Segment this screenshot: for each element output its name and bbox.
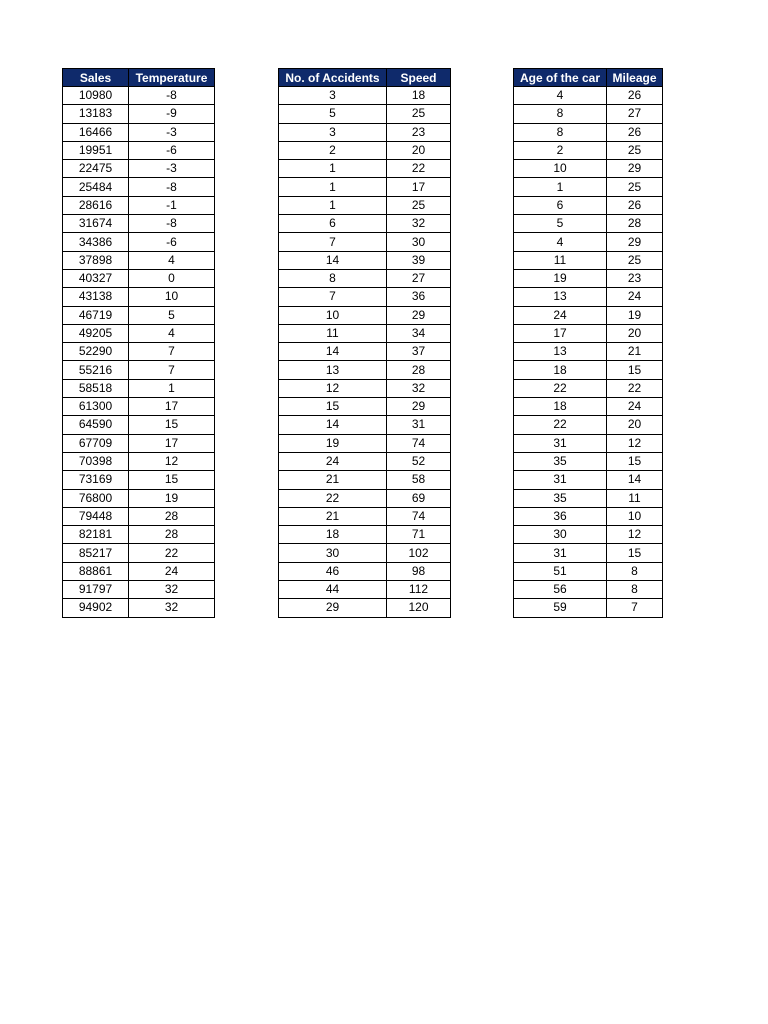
table-cell[interactable]: 19 (129, 489, 215, 507)
table-row (514, 160, 663, 178)
table-cell[interactable]: 5 (129, 306, 215, 324)
table-row (63, 196, 215, 214)
header-row (279, 69, 451, 87)
table-cell[interactable]: 21 (607, 343, 663, 361)
table-cell[interactable]: 29 (607, 160, 663, 178)
table-row (279, 581, 451, 599)
table-cell[interactable]: 0 (129, 269, 215, 287)
table-cell[interactable]: 25 (607, 251, 663, 269)
table-cell[interactable]: 17 (387, 178, 451, 196)
table-cell[interactable]: 32 (129, 581, 215, 599)
table-row (514, 251, 663, 269)
table-row (279, 398, 451, 416)
table-cell[interactable]: 30 (387, 233, 451, 251)
table-row (279, 123, 451, 141)
table-cell[interactable]: 22 (514, 379, 607, 397)
table-cell[interactable]: 22 (279, 489, 387, 507)
table-cell[interactable]: 5 (279, 105, 387, 123)
table-row (514, 452, 663, 470)
table-cell[interactable]: 32 (129, 599, 215, 617)
table-row (279, 160, 451, 178)
table-row (514, 581, 663, 599)
table-row (63, 324, 215, 342)
table-row (63, 434, 215, 452)
table-cell[interactable]: 10 (514, 160, 607, 178)
table-cell[interactable]: 11 (607, 489, 663, 507)
table-cell[interactable]: 32 (387, 215, 451, 233)
table-cell[interactable]: 24 (129, 562, 215, 580)
table-cell[interactable]: 120 (387, 599, 451, 617)
table-cell[interactable]: 15 (129, 416, 215, 434)
table-row (514, 544, 663, 562)
column-header-speed[interactable]: Speed (387, 69, 451, 87)
table-row (514, 141, 663, 159)
table-body (279, 87, 451, 618)
table-cell[interactable]: 12 (279, 379, 387, 397)
table-row (279, 544, 451, 562)
table-cell[interactable]: 52 (387, 452, 451, 470)
table-cell[interactable]: 40327 (63, 269, 129, 287)
table-cell[interactable]: 23 (387, 123, 451, 141)
table-row (63, 233, 215, 251)
table-cell[interactable]: 35 (514, 452, 607, 470)
table-row (514, 471, 663, 489)
table-cell[interactable]: 76800 (63, 489, 129, 507)
table-row (279, 105, 451, 123)
table-cell[interactable]: 51 (514, 562, 607, 580)
table-cell[interactable]: 2 (514, 141, 607, 159)
table-cell[interactable]: 22 (387, 160, 451, 178)
table-cell[interactable]: 31 (387, 416, 451, 434)
sales-temperature-table (62, 68, 215, 618)
table-row (514, 196, 663, 214)
table-row (279, 178, 451, 196)
table-row (514, 526, 663, 544)
table-row (63, 562, 215, 580)
table-cell[interactable]: 21 (279, 507, 387, 525)
table-cell[interactable]: -3 (129, 160, 215, 178)
table-row (514, 489, 663, 507)
table-cell[interactable]: 24 (607, 288, 663, 306)
age-mileage-table (513, 68, 663, 618)
table-cell[interactable]: 13 (279, 361, 387, 379)
table-cell[interactable]: 49205 (63, 324, 129, 342)
header-row (514, 69, 663, 87)
table-cell[interactable]: 8 (514, 105, 607, 123)
table-cell[interactable]: 74 (387, 434, 451, 452)
table-row (63, 452, 215, 470)
table-cell[interactable]: 12 (607, 434, 663, 452)
table-cell[interactable]: 26 (607, 196, 663, 214)
table-row (279, 489, 451, 507)
table-cell[interactable]: 52290 (63, 343, 129, 361)
table-row (514, 105, 663, 123)
table-cell[interactable]: 25 (607, 141, 663, 159)
table-cell[interactable]: 7 (607, 599, 663, 617)
table-body (63, 87, 215, 618)
table-cell[interactable]: 88861 (63, 562, 129, 580)
table-cell[interactable]: 10 (279, 306, 387, 324)
table-cell[interactable]: 29 (387, 306, 451, 324)
table-cell[interactable]: 17 (514, 324, 607, 342)
table-cell[interactable]: 14 (607, 471, 663, 489)
table-cell[interactable]: 22 (129, 544, 215, 562)
table-row (514, 215, 663, 233)
table-cell[interactable]: -8 (129, 215, 215, 233)
table-cell[interactable]: -9 (129, 105, 215, 123)
table-cell[interactable]: 4 (129, 251, 215, 269)
table-cell[interactable]: 44 (279, 581, 387, 599)
table-cell[interactable]: 28616 (63, 196, 129, 214)
table-cell[interactable]: 94902 (63, 599, 129, 617)
table-cell[interactable]: 6 (514, 196, 607, 214)
table-cell[interactable]: 32 (387, 379, 451, 397)
table-cell[interactable]: -3 (129, 123, 215, 141)
table-row (63, 160, 215, 178)
table-row (279, 288, 451, 306)
table-cell[interactable]: 30 (514, 526, 607, 544)
table-cell[interactable]: 58 (387, 471, 451, 489)
table-cell[interactable]: 19 (514, 269, 607, 287)
table-row (279, 599, 451, 617)
table-cell[interactable]: 1 (129, 379, 215, 397)
table-row (514, 507, 663, 525)
table-cell[interactable]: 19 (279, 434, 387, 452)
table-cell[interactable]: 4 (129, 324, 215, 342)
table-cell[interactable]: 34386 (63, 233, 129, 251)
table-cell[interactable]: 22 (514, 416, 607, 434)
table-cell[interactable]: 29 (279, 599, 387, 617)
table-cell[interactable]: 23 (607, 269, 663, 287)
table-cell[interactable]: 19 (607, 306, 663, 324)
table-cell[interactable]: -6 (129, 233, 215, 251)
table-cell[interactable]: 20 (607, 324, 663, 342)
table-row (514, 434, 663, 452)
table-cell[interactable]: 102 (387, 544, 451, 562)
table-cell[interactable]: 14 (279, 416, 387, 434)
table-row (63, 581, 215, 599)
table-row (279, 269, 451, 287)
table-row (279, 416, 451, 434)
table-cell[interactable]: 1 (514, 178, 607, 196)
table-cell[interactable]: 31674 (63, 215, 129, 233)
table-cell[interactable]: 15 (607, 544, 663, 562)
table-row (63, 361, 215, 379)
table-row (514, 379, 663, 397)
table-cell[interactable]: 3 (279, 123, 387, 141)
table-cell[interactable]: 24 (279, 452, 387, 470)
table-cell[interactable]: 15 (607, 452, 663, 470)
table-cell[interactable]: 26 (607, 87, 663, 105)
table-row (514, 324, 663, 342)
table-cell[interactable]: 18 (514, 361, 607, 379)
accidents-speed-table (278, 68, 451, 618)
table-cell[interactable]: 27 (607, 105, 663, 123)
table-cell[interactable]: 71 (387, 526, 451, 544)
table-cell[interactable]: 6 (279, 215, 387, 233)
table-row (514, 288, 663, 306)
table-cell[interactable]: 15 (607, 361, 663, 379)
table-cell[interactable]: 20 (607, 416, 663, 434)
table-row (279, 251, 451, 269)
table-cell[interactable]: 36 (514, 507, 607, 525)
table-row (63, 398, 215, 416)
table-cell[interactable]: 12 (607, 526, 663, 544)
table-row (279, 87, 451, 105)
table-cell[interactable]: 112 (387, 581, 451, 599)
table-cell[interactable]: 21 (279, 471, 387, 489)
table-cell[interactable]: 98 (387, 562, 451, 580)
table-cell[interactable]: 29 (607, 233, 663, 251)
table-row (514, 599, 663, 617)
table-cell[interactable]: 36 (387, 288, 451, 306)
table-row (279, 507, 451, 525)
table-cell[interactable]: 10980 (63, 87, 129, 105)
table-row (63, 599, 215, 617)
table-cell[interactable]: 55216 (63, 361, 129, 379)
table-cell[interactable]: 56 (514, 581, 607, 599)
table-row (63, 178, 215, 196)
table-row (279, 562, 451, 580)
table-row (279, 452, 451, 470)
table-row (279, 379, 451, 397)
table-row (63, 379, 215, 397)
table-row (63, 471, 215, 489)
table-row (63, 251, 215, 269)
table-cell[interactable]: 46 (279, 562, 387, 580)
table-row (63, 343, 215, 361)
table-row (279, 215, 451, 233)
table-cell[interactable]: 24 (607, 398, 663, 416)
table-cell[interactable]: 12 (129, 452, 215, 470)
table-cell[interactable]: 25 (387, 105, 451, 123)
table-cell[interactable]: -1 (129, 196, 215, 214)
table-cell[interactable]: 91797 (63, 581, 129, 599)
table-cell[interactable]: 5 (514, 215, 607, 233)
table-cell[interactable]: 24 (514, 306, 607, 324)
table-cell[interactable]: 37898 (63, 251, 129, 269)
table-cell[interactable]: 14 (279, 251, 387, 269)
table-cell[interactable]: 8 (514, 123, 607, 141)
table-cell[interactable]: 13 (514, 343, 607, 361)
table-cell[interactable]: 25 (387, 196, 451, 214)
table-cell[interactable]: 64590 (63, 416, 129, 434)
table-cell[interactable]: 15 (279, 398, 387, 416)
table-row (279, 526, 451, 544)
table-row (279, 233, 451, 251)
table-body (514, 87, 663, 618)
table-cell[interactable]: 73169 (63, 471, 129, 489)
table-cell[interactable]: 26 (607, 123, 663, 141)
table-cell[interactable]: 15 (129, 471, 215, 489)
table-row (514, 87, 663, 105)
table-cell[interactable]: 69 (387, 489, 451, 507)
table-cell[interactable]: -8 (129, 178, 215, 196)
table-cell[interactable]: 4 (514, 87, 607, 105)
table-cell[interactable]: 10 (607, 507, 663, 525)
table-cell[interactable]: 4 (514, 233, 607, 251)
table-row (63, 123, 215, 141)
table-row (63, 544, 215, 562)
table-row (279, 141, 451, 159)
table-row (63, 416, 215, 434)
table-row (63, 269, 215, 287)
column-header-mileage[interactable]: Mileage (607, 69, 663, 87)
table-cell[interactable]: -6 (129, 141, 215, 159)
table-row (279, 471, 451, 489)
table-cell[interactable]: 18 (387, 87, 451, 105)
table-cell[interactable]: 27 (387, 269, 451, 287)
table-row (514, 123, 663, 141)
table-row (279, 361, 451, 379)
table-cell[interactable]: 8 (607, 581, 663, 599)
table-cell[interactable]: 61300 (63, 398, 129, 416)
table-cell[interactable]: 39 (387, 251, 451, 269)
table-cell[interactable]: 28 (129, 507, 215, 525)
table-row (514, 398, 663, 416)
table-cell[interactable]: 22 (607, 379, 663, 397)
table-cell[interactable]: 17 (129, 434, 215, 452)
table-row (514, 178, 663, 196)
table-cell[interactable]: 70398 (63, 452, 129, 470)
table-cell[interactable]: 28 (129, 526, 215, 544)
column-header-temperature[interactable]: Temperature (129, 69, 215, 87)
table-row (63, 141, 215, 159)
table-row (279, 196, 451, 214)
table-cell[interactable]: 31 (514, 544, 607, 562)
table-cell[interactable]: 31 (514, 434, 607, 452)
table-cell[interactable]: 7 (129, 361, 215, 379)
table-cell[interactable]: 19951 (63, 141, 129, 159)
table-cell[interactable]: 28 (387, 361, 451, 379)
table-cell[interactable]: 2 (279, 141, 387, 159)
table-row (514, 306, 663, 324)
table-cell[interactable]: 16466 (63, 123, 129, 141)
table-row (63, 215, 215, 233)
table-row (514, 361, 663, 379)
table-cell[interactable]: 58518 (63, 379, 129, 397)
table-cell[interactable]: 43138 (63, 288, 129, 306)
table-row (63, 288, 215, 306)
table-cell[interactable]: 13183 (63, 105, 129, 123)
header-row (63, 69, 215, 87)
table-row (514, 416, 663, 434)
table-cell[interactable]: 74 (387, 507, 451, 525)
table-cell[interactable]: 13 (514, 288, 607, 306)
table-cell[interactable]: 11 (279, 324, 387, 342)
table-cell[interactable]: 8 (607, 562, 663, 580)
table-cell[interactable]: 25484 (63, 178, 129, 196)
table-cell[interactable]: 31 (514, 471, 607, 489)
table-cell[interactable]: 1 (279, 178, 387, 196)
table-cell[interactable]: 7 (279, 288, 387, 306)
table-cell[interactable]: -8 (129, 87, 215, 105)
table-row (63, 306, 215, 324)
table-cell[interactable]: 20 (387, 141, 451, 159)
table-row (63, 526, 215, 544)
table-cell[interactable]: 28 (607, 215, 663, 233)
table-row (514, 343, 663, 361)
table-cell[interactable]: 82181 (63, 526, 129, 544)
table-cell[interactable]: 46719 (63, 306, 129, 324)
table-cell[interactable]: 1 (279, 160, 387, 178)
table-cell[interactable]: 7 (279, 233, 387, 251)
table-row (279, 306, 451, 324)
table-cell[interactable]: 3 (279, 87, 387, 105)
table-cell[interactable]: 17 (129, 398, 215, 416)
table-cell[interactable]: 10 (129, 288, 215, 306)
table-cell[interactable]: 18 (514, 398, 607, 416)
table-cell[interactable]: 7 (129, 343, 215, 361)
table-row (63, 489, 215, 507)
table-row (279, 343, 451, 361)
column-header-no-of-accidents[interactable]: No. of Accidents (279, 69, 387, 87)
table-cell[interactable]: 79448 (63, 507, 129, 525)
table-row (63, 105, 215, 123)
table-cell[interactable]: 14 (279, 343, 387, 361)
table-cell[interactable]: 85217 (63, 544, 129, 562)
table-cell[interactable]: 30 (279, 544, 387, 562)
table-cell[interactable]: 11 (514, 251, 607, 269)
table-cell[interactable]: 34 (387, 324, 451, 342)
table-cell[interactable]: 29 (387, 398, 451, 416)
table-row (514, 233, 663, 251)
table-row (63, 87, 215, 105)
table-row (514, 562, 663, 580)
column-header-sales[interactable]: Sales (63, 69, 129, 87)
table-cell[interactable]: 59 (514, 599, 607, 617)
table-cell[interactable]: 18 (279, 526, 387, 544)
table-row (279, 434, 451, 452)
table-cell[interactable]: 22475 (63, 160, 129, 178)
table-cell[interactable]: 1 (279, 196, 387, 214)
table-row (63, 507, 215, 525)
table-cell[interactable]: 67709 (63, 434, 129, 452)
column-header-age-of-the-car[interactable]: Age of the car (514, 69, 607, 87)
table-cell[interactable]: 37 (387, 343, 451, 361)
table-cell[interactable]: 25 (607, 178, 663, 196)
table-row (279, 324, 451, 342)
table-cell[interactable]: 8 (279, 269, 387, 287)
table-cell[interactable]: 35 (514, 489, 607, 507)
table-row (514, 269, 663, 287)
